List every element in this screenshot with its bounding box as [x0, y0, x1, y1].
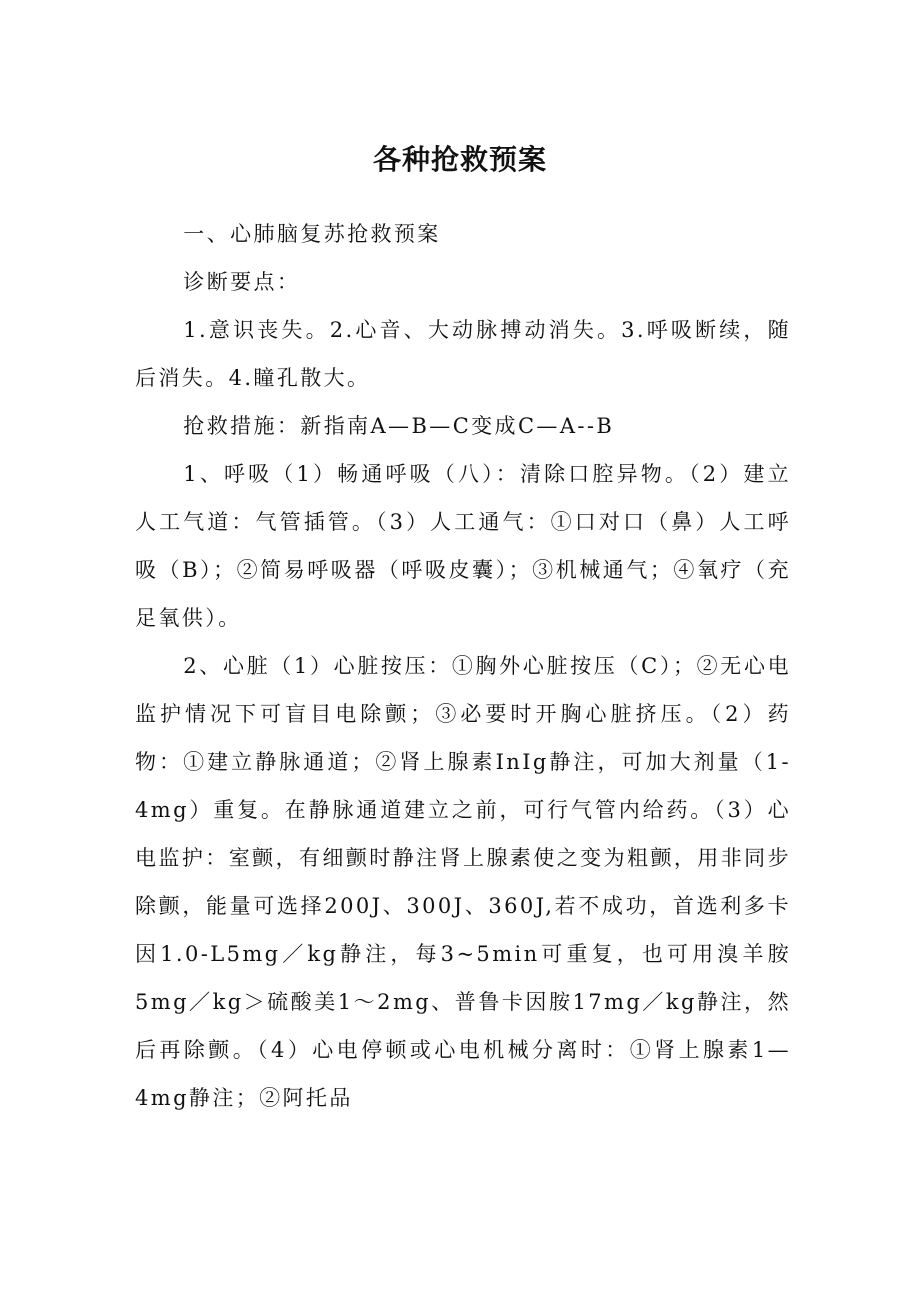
section-heading-cpr: 一、心肺脑复苏抢救预案 — [183, 222, 441, 246]
diagnosis-points: 1.意识丧失。2.心音、大动脉搏动消失。3.呼吸断续，随后消失。4.瞳孔散大。 — [135, 318, 791, 390]
rescue-measures-heading: 抢救措施：新指南A—B—C变成C—A--B — [183, 414, 615, 438]
page-title: 各种抢救预案 — [372, 143, 547, 176]
diagnosis-heading: 诊断要点： — [183, 270, 301, 294]
heart-paragraph: 2、心脏（1）心脏按压：①胸外心脏按压（C）；②无心电监护情况下可盲目电除颤；③必要时开胸心脏挤压。（2）药物：①建立静脉通道；②肾上腺素InIg静注，可加大剂量（1-4mg）重复。在静脉通道建立之前，可行气管内给药。（3）心电监护：室颤，有细颤时静注肾上腺素使之变为粗颤，用非同步除颤，能量可选择200J、300J、360J,若不成功，首选利多卡因1.0-L5mg／kg静注，每3~5min可重复，也可用溴羊胺5mg／kg＞硫酸美1～2mg、普鲁卡因胺17mg／kg静注，然后再除颤。（4）心电停顿或心电机械分离时：①肾上腺素1—4mg静注；②阿托品 — [135, 654, 791, 1110]
breathing-paragraph: 1、呼吸（1）畅通呼吸（八）：清除口腔异物。（2）建立人工气道：气管插管。（3）人工通气：①口对口（鼻）人工呼吸（B）；②简易呼吸器（呼吸皮囊）；③机械通气；④氧疗（充足氧供）。 — [135, 462, 791, 630]
document-body — [135, 210, 791, 1122]
